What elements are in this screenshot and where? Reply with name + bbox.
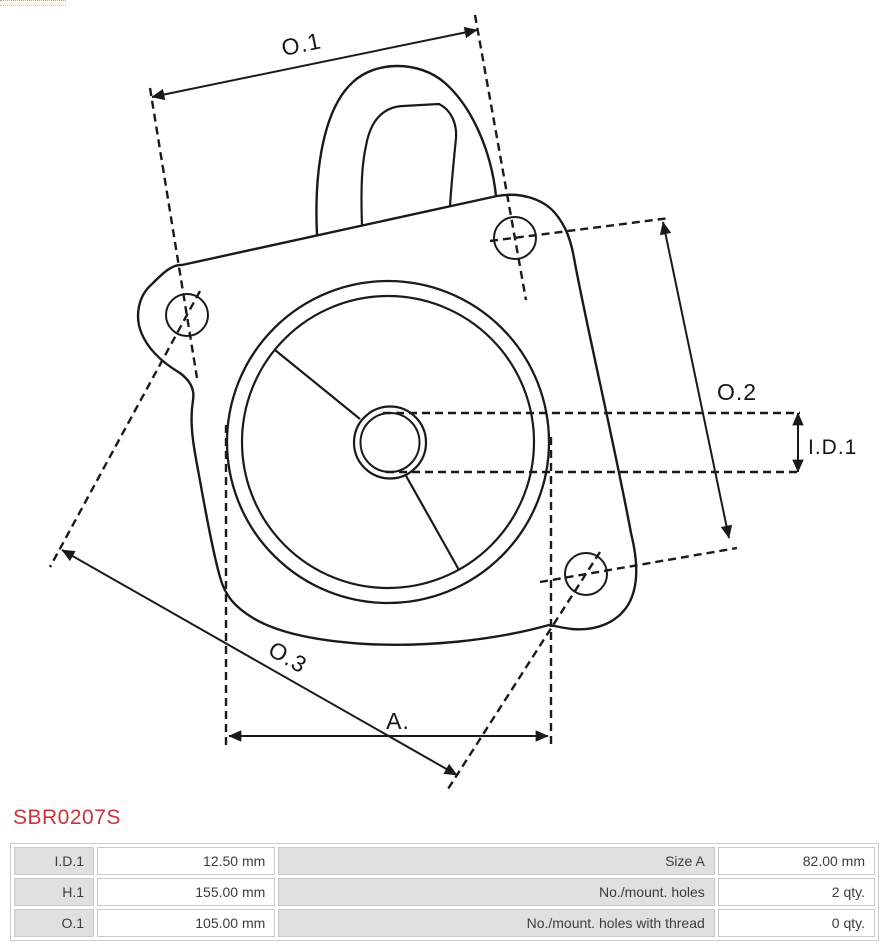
lug-loop-outer: [316, 66, 496, 235]
spec-table: [10, 843, 879, 941]
ext-o2-bottom: [540, 548, 737, 582]
spec-value: 12.50 mm: [97, 847, 275, 875]
spec-row-o1: [14, 909, 875, 937]
spec-param: No./mount. holes with thread: [278, 909, 715, 937]
ext-o3-right: [448, 552, 600, 789]
dim-label-o2: O.2: [716, 379, 758, 405]
spec-param: Size A: [278, 847, 715, 875]
spec-value: 82.00 mm: [718, 847, 875, 875]
part-number-title: SBR0207S: [13, 806, 121, 829]
spec-value: 0 qty.: [718, 909, 875, 937]
spec-row-id1: [14, 847, 875, 875]
ext-o1-left: [150, 88, 197, 378]
spec-param: H.1: [14, 878, 94, 906]
dim-label-a: A.: [386, 708, 410, 734]
lug-loop: [316, 66, 496, 235]
dim-label-o1: O.1: [279, 27, 324, 61]
hub-outer-circle: [354, 407, 426, 479]
dim-label-o3: O.3: [264, 635, 312, 679]
inner-flange-circle: [242, 296, 534, 588]
hub-bore-circle: [361, 413, 420, 472]
spec-param: O.1: [14, 909, 94, 937]
dim-label-id1: I.D.1: [808, 436, 858, 459]
gasket-outline: [138, 195, 636, 645]
dim-o3-arrow: [62, 550, 457, 775]
spec-param: No./mount. holes: [278, 878, 715, 906]
dimension-lines: [62, 30, 798, 775]
outer-flange-circle: [227, 281, 549, 603]
spec-value: 2 qty.: [718, 878, 875, 906]
spec-row-h1: [14, 878, 875, 906]
spec-param: I.D.1: [14, 847, 94, 875]
spec-value: 155.00 mm: [97, 878, 275, 906]
extension-lines: [50, 15, 800, 789]
ext-o1-right: [475, 15, 526, 300]
ext-o3-left: [50, 291, 200, 567]
spec-value: 105.00 mm: [97, 909, 275, 937]
ext-o2-top: [490, 218, 670, 241]
